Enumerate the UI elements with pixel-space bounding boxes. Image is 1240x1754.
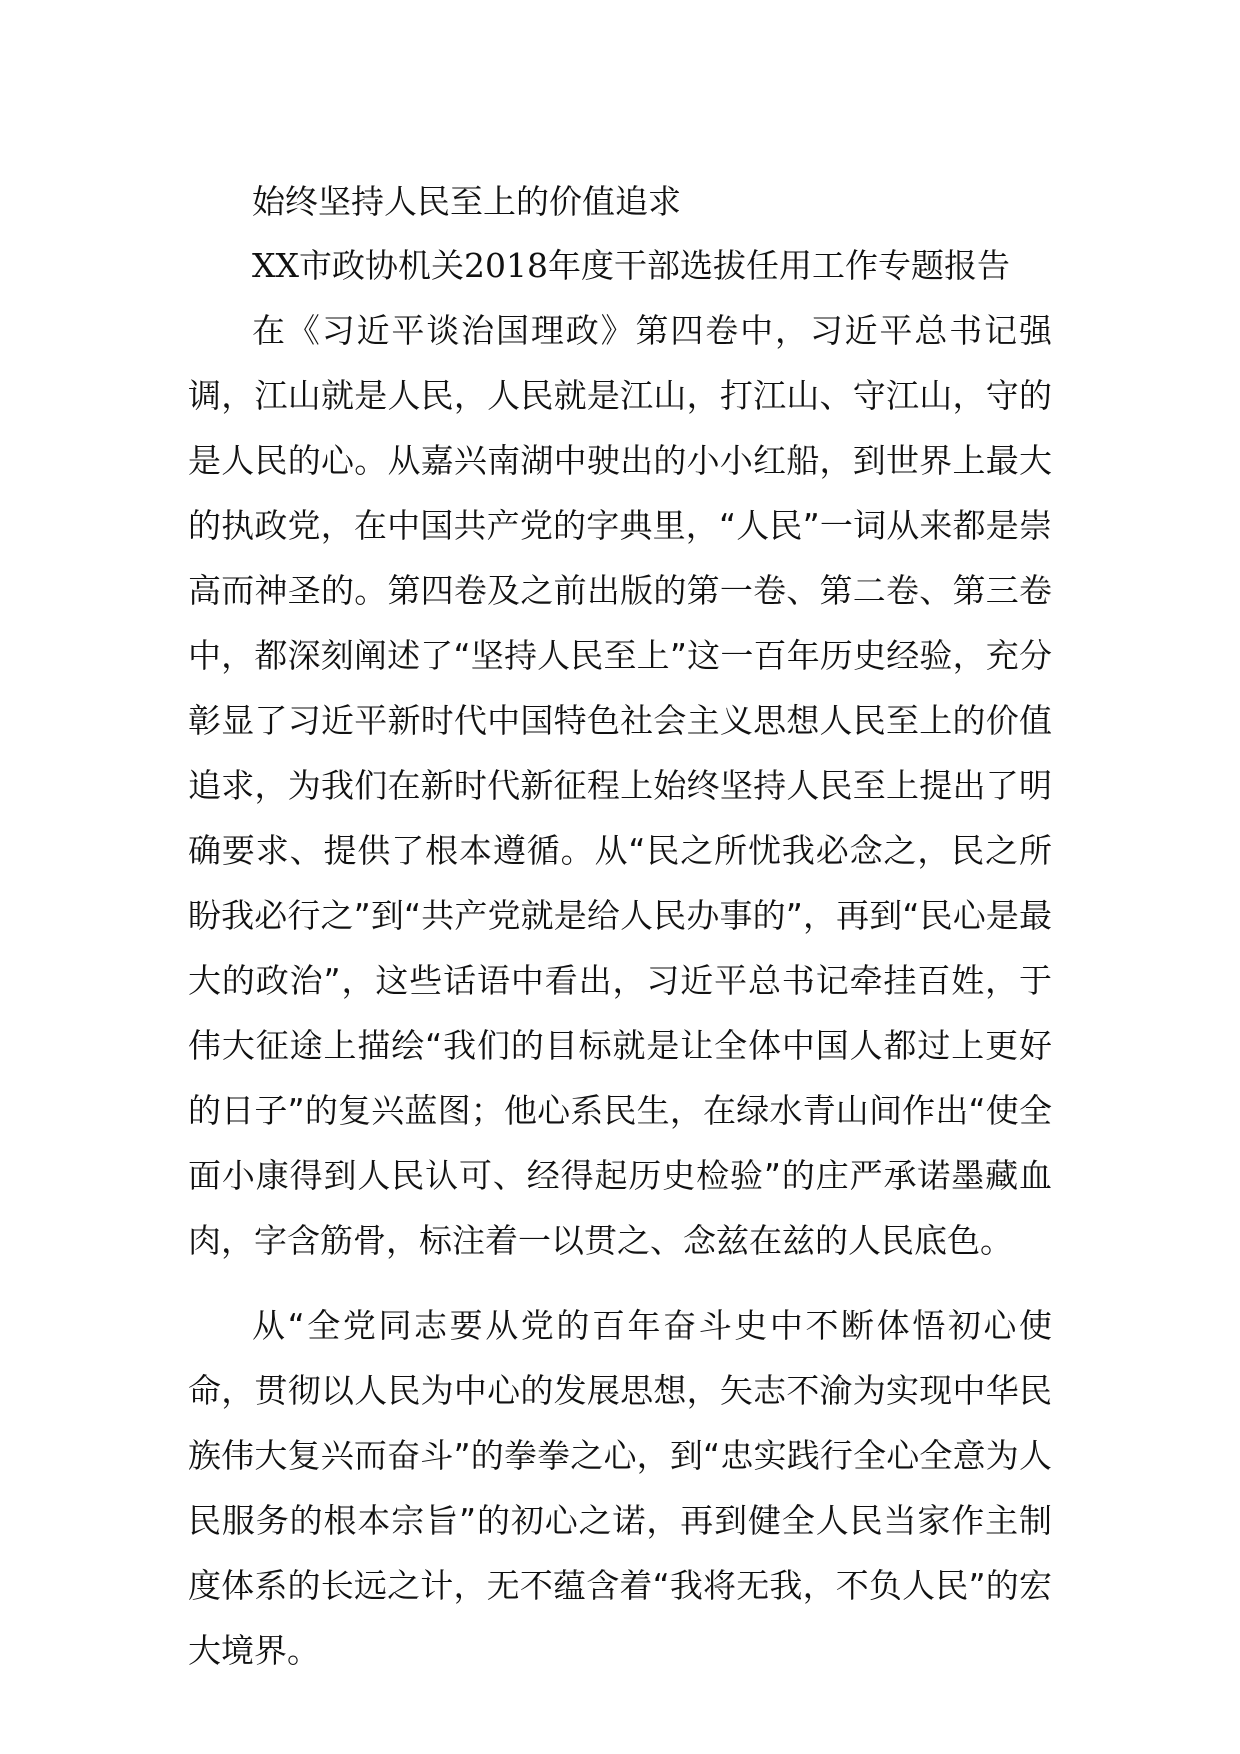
paragraph-2: 从“全党同志要从党的百年奋斗史中不断体悟初心使命，贯彻以人民为中心的发展思想，矢志不渝为实现中华民族伟大复兴而奋斗”的拳拳之心，到“忠实践行全心全意为人民服务的根本宗旨”的初心之诺，再到健全人民当家作主制度体系的长远之计，无不蕴含着“我将无我，不负人民”的宏大境界。 bbox=[188, 1306, 1052, 1670]
document-subtitle: XX市政协机关2018年度干部选拔任用工作专题报告 bbox=[252, 246, 1010, 285]
paragraph-1: 在《习近平谈治国理政》第四卷中，习近平总书记强调，江山就是人民，人民就是江山，打江山、守江山，守的是人民的心。从嘉兴南湖中驶出的小小红船，到世界上最大的执政党，在中国共产党的字典里，“人民”一词从来都是崇高而神圣的。第四卷及之前出版的第一卷、第二卷、第三卷中，都深刻阐述了“坚持人民至上”这一百年历史经验，充分彰显了习近平新时代中国特色社会主义思想人民至上的价值追求，为我们在新时代新征程上始终坚持人民至上提出了明确要求、提供了根本遵循。从“民之所忧我必念之，民之所盼我必行之”到“共产党就是给人民办事的”，再到“民心是最大的政治”，这些话语中看出，习近平总书记牵挂百姓，于伟大征途上描绘“我们的目标就是让全体中国人都过上更好的日子”的复兴蓝图；他心系民生，在绿水青山间作出“使全面小康得到人民认可、经得起历史检验”的庄严承诺墨藏血肉，字含筋骨，标注着一以贯之、念兹在兹的人民底色。 bbox=[188, 311, 1052, 1260]
document-title: 始终坚持人民至上的价值追求 bbox=[252, 182, 681, 221]
document-body bbox=[188, 170, 1052, 1683]
